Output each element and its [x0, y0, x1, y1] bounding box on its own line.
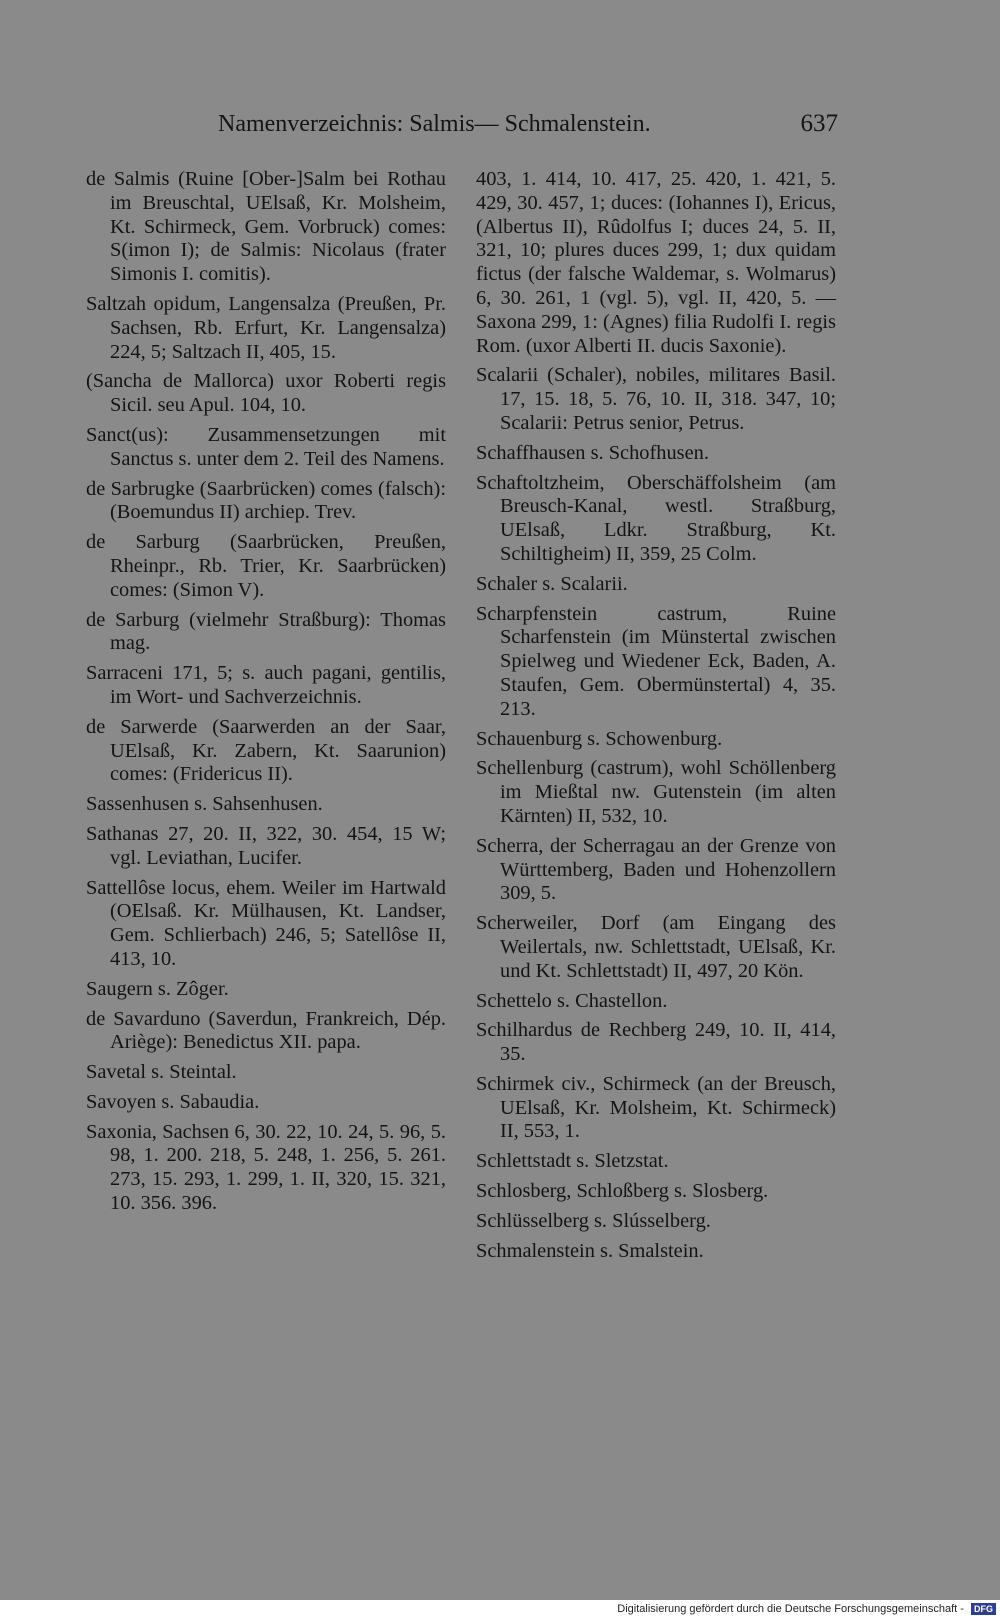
index-entry: Sanct(us): Zusammensetzungen mit Sanctus s. unter dem 2. Teil des Namens.: [86, 423, 446, 470]
index-entry: Saugern s. Zôger.: [86, 977, 229, 1000]
index-entry: de Sarburg (Saarbrücken, Preußen, Rheinpr., Rb. Trier, Kr. Saarbrücken) comes: (Simon V).: [86, 531, 446, 601]
page-number: 637: [800, 110, 838, 137]
index-entry: Sathanas 27, 20. II, 322, 30. 454, 15 W; vgl. Leviathan, Lucifer.: [86, 822, 446, 869]
index-entry: Schaffhausen s. Schofhusen.: [476, 441, 709, 464]
index-entry: (Sancha de Mallorca) uxor Roberti regis Sicil. seu Apul. 104, 10.: [86, 370, 446, 417]
index-entry: de Savarduno (Saverdun, Frankreich, Dép. Ariège): Benedictus XII. papa.: [86, 1007, 446, 1054]
index-entry: Scherra, der Scherragau an der Grenze von Württemberg, Baden und Hohenzollern 309, 5.: [476, 834, 836, 905]
index-entry: Schlüsselberg s. Slússelberg.: [476, 1209, 711, 1232]
dfg-logo: DFG: [971, 1603, 996, 1615]
index-entry-continuation: 403, 1. 414, 10. 417, 25. 420, 1. 421, 5. 429, 30. 457, 1; duces: (Iohannes I), Ericus, (Albertus II), Rûdolfus I; duces 24, 5. II, 321, 10; plures duces 299, 1; dux quidam fictus (der falsche Waldemar, s. Wolmarus) 6, 30. 261, 1 (vgl. 5), vgl. II, 420, 5. — Saxona 299, 1: (Agnes) filia Rudolfi I. regis Rom. (uxor Alberti II. ducis Saxonie).: [476, 168, 836, 357]
index-entry: Scharpfenstein castrum, Ruine Scharfenstein (im Münstertal zwischen Spielweg und Wiedener Eck, Baden, A. Staufen, Gem. Obermünstertal) 4, 35. 213.: [476, 602, 836, 720]
index-entry: Sarraceni 171, 5; s. auch pagani, gentilis, im Wort- und Sachverzeichnis.: [86, 662, 446, 708]
right-column: [476, 168, 836, 1269]
left-column: [86, 168, 446, 1222]
index-entry: Schauenburg s. Schowenburg.: [476, 727, 723, 750]
index-entry: Schettelo s. Chastellon.: [476, 989, 668, 1012]
index-entry: de Sarwerde (Saarwerden an der Saar, UElsaß, Kr. Zabern, Kt. Saarunion) comes: (Fridericus II).: [86, 715, 446, 786]
header-title: Namenverzeichnis: Salmis— Schmalenstein.: [218, 111, 651, 137]
index-entry: Savoyen s. Sabaudia.: [86, 1090, 260, 1113]
index-entry: Schmalenstein s. Smalstein.: [476, 1239, 704, 1262]
digitization-footer: [0, 1600, 1000, 1619]
index-entry: Schaftoltzheim, Oberschäffolsheim (am Breusch-Kanal, westl. Straßburg, UElsaß, Ldkr. Straßburg, Kt. Schiltigheim) II, 359, 25 Colm.: [476, 471, 836, 565]
index-entry: Scalarii (Schaler), nobiles, militares Basil. 17, 15. 18, 5. 76, 10. II, 318. 347, 10; Scalarii: Petrus senior, Petrus.: [476, 364, 836, 434]
index-entry: Schirmek civ., Schirmeck (an der Breusch, UElsaß, Kr. Molsheim, Kt. Schirmeck) II, 553, 1.: [476, 1072, 836, 1143]
index-entry: Schellenburg (castrum), wohl Schöllenberg im Mießtal nw. Gutenstein (im alten Kärnten) II, 532, 10.: [476, 757, 836, 827]
index-entry: de Sarbrugke (Saarbrücken) comes (falsch): (Boemundus II) archiep. Trev.: [86, 477, 446, 524]
index-entry: Sattellôse locus, ehem. Weiler im Hartwald (OElsaß. Kr. Mülhausen, Kt. Landser, Gem. Schlierbach) 246, 5; Satellôse II, 413, 10.: [86, 876, 446, 970]
running-header: [218, 110, 838, 138]
index-entry: de Sarburg (vielmehr Straßburg): Thomas mag.: [86, 608, 446, 655]
index-entry: Saltzah opidum, Langensalza (Preußen, Pr. Sachsen, Rb. Erfurt, Kr. Langensalza) 224, 5; Saltzach II, 405, 15.: [86, 292, 446, 363]
index-entry: Savetal s. Steintal.: [86, 1061, 237, 1084]
index-entry: Scherweiler, Dorf (am Eingang des Weilertals, nw. Schlettstadt, UElsaß, Kr. und Kt. Schlettstadt) II, 497, 20 Kön.: [476, 912, 836, 982]
index-entry: Schilhardus de Rechberg 249, 10. II, 414, 35.: [476, 1019, 836, 1066]
footer-credit: Digitalisierung gefördert durch die Deutsche Forschungsgemeinschaft -: [617, 1603, 964, 1615]
index-entry: Saxonia, Sachsen 6, 30. 22, 10. 24, 5. 96, 5. 98, 1. 200. 218, 5. 248, 1. 256, 5. 261. 273, 15. 293, 1. 299, 1. II, 320, 15. 321, 10. 356. 396.: [86, 1120, 446, 1215]
index-entry: de Salmis (Ruine [Ober-]Salm bei Rothau im Breuschtal, UElsaß, Kr. Molsheim, Kt. Schirmeck, Gem. Vorbruck) comes: S(imon I); de Salmis: Nicolaus (frater Simonis I. comitis).: [86, 168, 446, 286]
index-entry: Sassenhusen s. Sahsenhusen.: [86, 793, 323, 816]
index-entry: Schlettstadt s. Sletzstat.: [476, 1150, 669, 1173]
index-entry: Schaler s. Scalarii.: [476, 572, 628, 595]
index-entry: Schlosberg, Schloßberg s. Slosberg.: [476, 1180, 769, 1203]
